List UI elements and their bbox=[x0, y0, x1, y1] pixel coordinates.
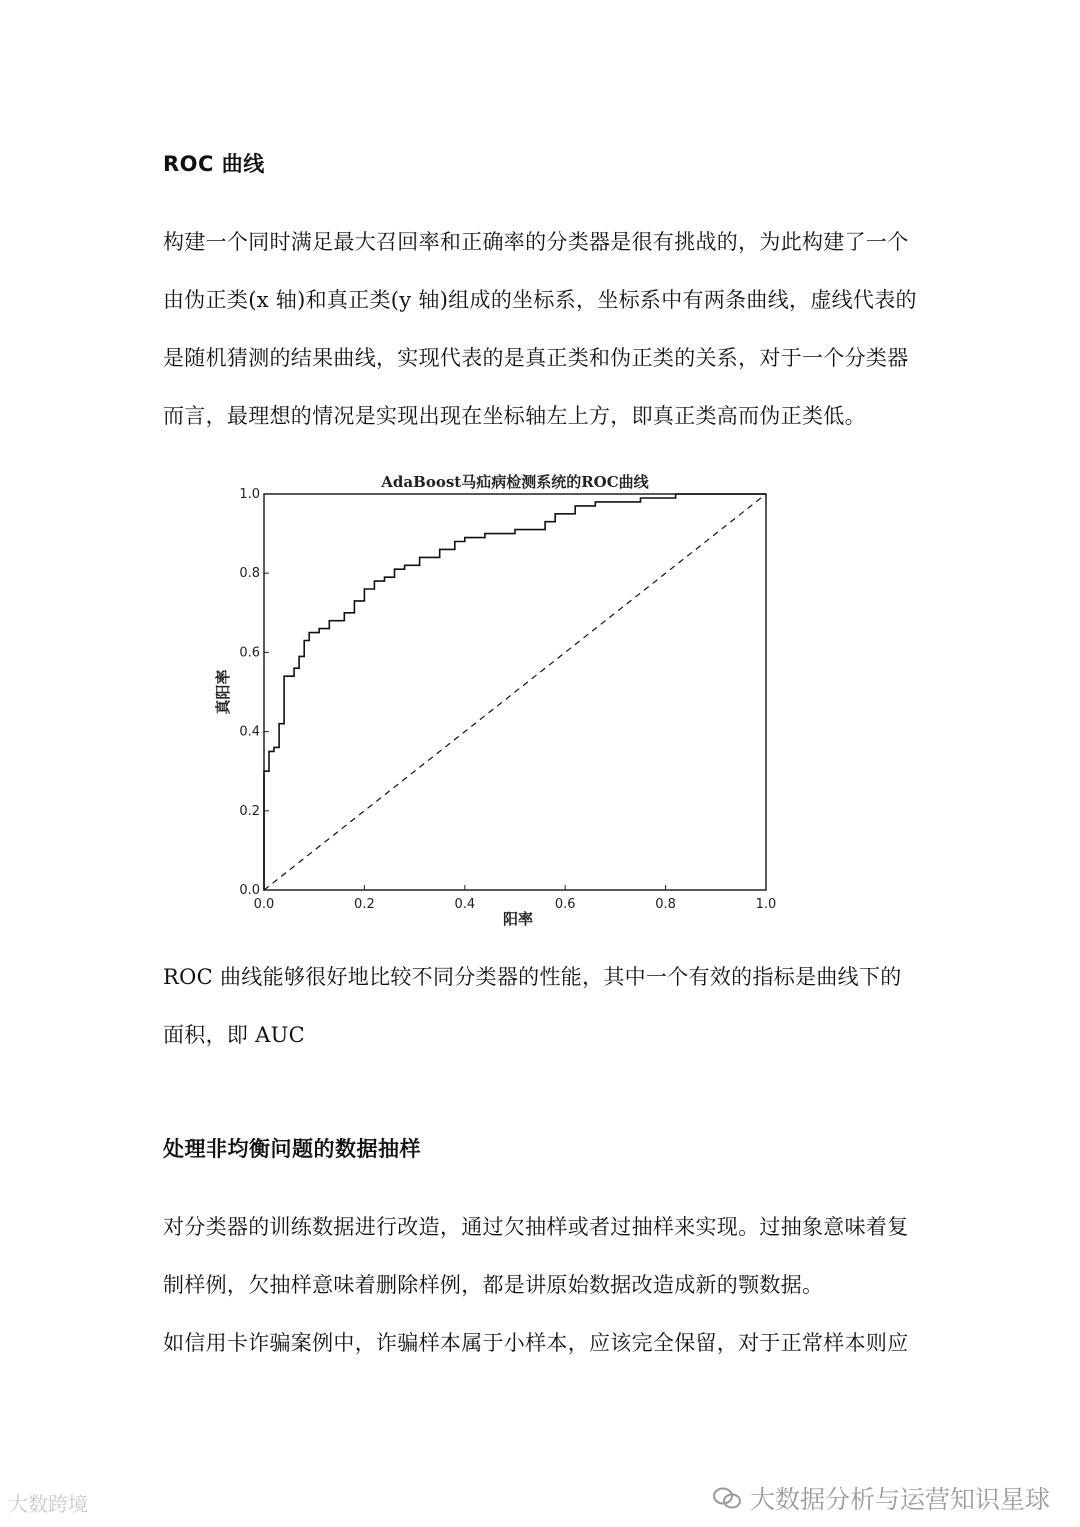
paragraph-line: 由伪正类(x 轴)和真正类(y 轴)组成的坐标系，坐标系中有两条曲线，虚线代表的 bbox=[163, 288, 917, 312]
section-heading-roc: ROC 曲线 bbox=[163, 152, 265, 176]
x-tick-label: 0.2 bbox=[354, 897, 375, 912]
series-group bbox=[264, 494, 766, 890]
auc-paragraph bbox=[163, 948, 963, 1064]
watermark-right bbox=[712, 1480, 1050, 1516]
y-tick-label: 0.4 bbox=[239, 724, 260, 740]
paragraph-line: 而言，最理想的情况是实现出现在坐标轴左上方，即真正类高而伪正类低。 bbox=[163, 404, 866, 428]
random-guess-line bbox=[264, 494, 766, 890]
x-axis-label: 阳率 bbox=[502, 910, 534, 928]
x-tick-label: 0.8 bbox=[655, 897, 676, 912]
axis-ticks bbox=[239, 487, 776, 912]
watermark-left bbox=[8, 1488, 88, 1517]
x-tick-label: 0.0 bbox=[253, 897, 275, 912]
paragraph-line: 构建一个同时满足最大召回率和正确率的分类器是很有挑战的，为此构建了一个 bbox=[163, 230, 909, 254]
paragraph-line: ROC 曲线能够很好地比较不同分类器的性能，其中一个有效的指标是曲线下的 bbox=[163, 965, 902, 989]
paragraph-line: 制样例，欠抽样意味着删除样例，都是讲原始数据改造成新的颚数据。 bbox=[163, 1273, 824, 1297]
wechat-icon bbox=[712, 1485, 742, 1511]
section-heading-sampling: 处理非均衡问题的数据抽样 bbox=[163, 1137, 421, 1161]
paragraph-line: 对分类器的训练数据进行改造，通过欠抽样或者过抽样来实现。过抽象意味着复 bbox=[163, 1215, 909, 1239]
chart-title: AdaBoost马疝病检测系统的ROC曲线 bbox=[381, 473, 649, 491]
roc-intro-paragraph bbox=[163, 213, 963, 445]
x-tick-label: 1.0 bbox=[755, 897, 777, 912]
paragraph-line: 是随机猜测的结果曲线，实现代表的是真正类和伪正类的关系，对于一个分类器 bbox=[163, 346, 909, 370]
y-axis-label: 真阳率 bbox=[214, 669, 232, 715]
paragraph-line: 如信用卡诈骗案例中，诈骗样本属于小样本，应该完全保留，对于正常样本则应 bbox=[163, 1331, 909, 1355]
roc-chart bbox=[200, 462, 800, 932]
x-tick-label: 0.6 bbox=[554, 897, 576, 912]
y-tick-label: 1.0 bbox=[239, 487, 260, 502]
sampling-paragraph bbox=[163, 1198, 963, 1372]
paragraph-line: 面积，即 AUC bbox=[163, 1023, 306, 1047]
watermark-left-text: 大数跨境 bbox=[8, 1492, 88, 1516]
y-tick-label: 0.2 bbox=[239, 803, 260, 819]
y-tick-label: 0.6 bbox=[239, 645, 260, 661]
y-tick-label: 0.8 bbox=[239, 566, 260, 582]
x-tick-label: 0.4 bbox=[454, 897, 476, 912]
y-tick-label: 0.0 bbox=[239, 883, 260, 898]
watermark-right-text: 大数据分析与运营知识星球 bbox=[749, 1485, 1050, 1514]
